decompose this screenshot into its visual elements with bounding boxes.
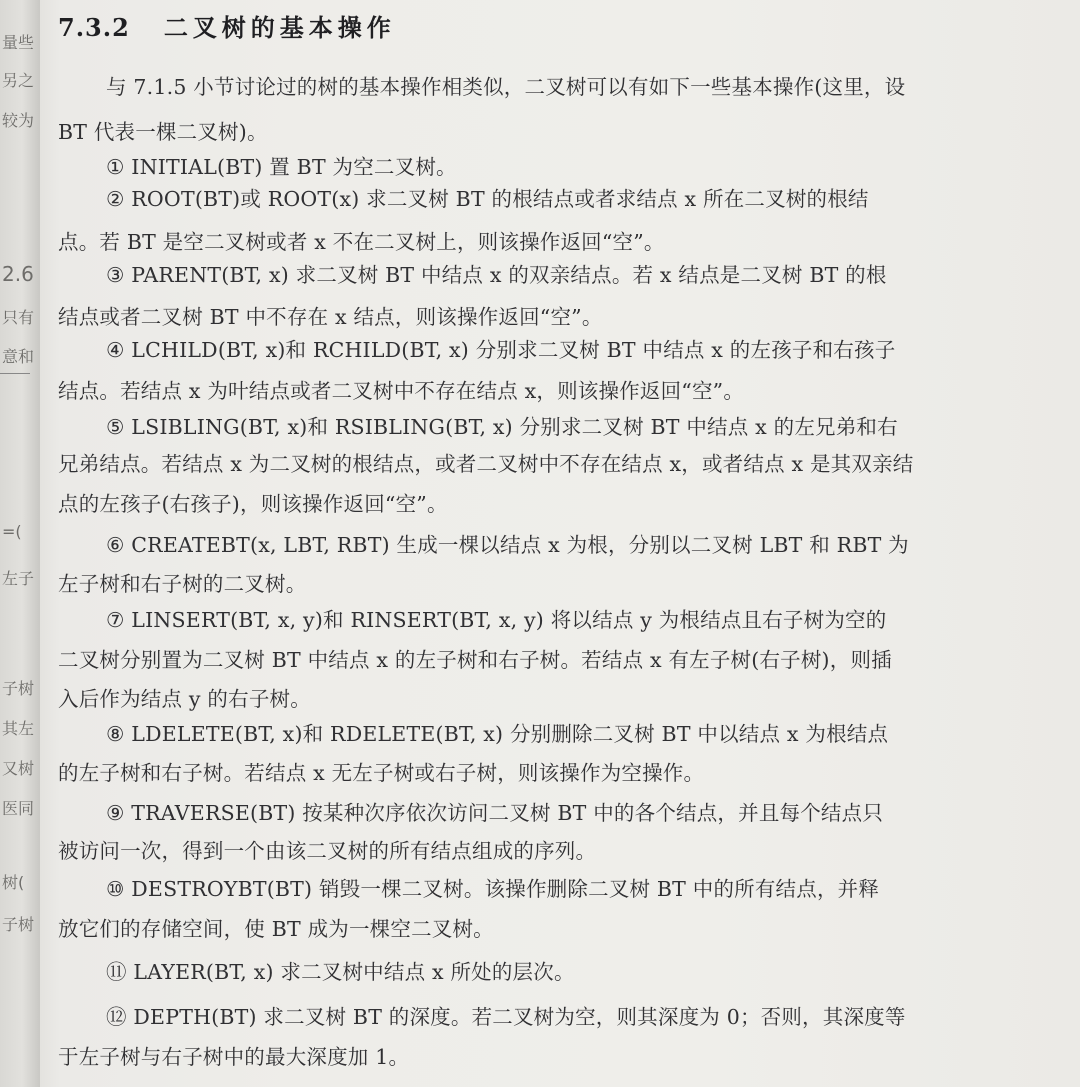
operation-root: ② ROOT(BT)或 ROOT(x) 求二叉树 BT 的根结点或者求结点 x 所在二叉树的根结: [106, 187, 869, 211]
operation-parent-continued: 结点或者二叉树 BT 中不存在 x 结点，则该操作返回“空”。: [58, 305, 603, 329]
operation-lchild-rchild: ④ LCHILD(BT, x)和 RCHILD(BT, x) 分别求二叉树 BT 中结点 x 的左孩子和右孩子: [106, 338, 896, 362]
operation-linsert-rinsert-continued: 二叉树分别置为二叉树 BT 中结点 x 的左子树和右子树。若结点 x 有左子树(右子树)，则插: [58, 648, 892, 672]
operation-initial: ① INITIAL(BT) 置 BT 为空二叉树。: [106, 155, 457, 179]
operation-lsibling-rsibling: ⑤ LSIBLING(BT, x)和 RSIBLING(BT, x) 分别求二叉树 BT 中结点 x 的左兄弟和右: [106, 415, 898, 439]
operation-destroybt-continued: 放它们的存储空间，使 BT 成为一棵空二叉树。: [58, 917, 494, 941]
gutter-fragment: 意和: [2, 347, 35, 366]
gutter-fragment: 树(: [2, 873, 25, 892]
operation-depth: ⑫ DEPTH(BT) 求二叉树 BT 的深度。若二叉树为空，则其深度为 0；否则，其深度等: [106, 1005, 906, 1029]
gutter-fragment: 只有: [2, 308, 35, 327]
gutter-fragment: 子树: [2, 915, 35, 934]
operation-linsert-rinsert: ⑦ LINSERT(BT, x, y)和 RINSERT(BT, x, y) 将以结点 y 为根结点且右子树为空的: [106, 608, 887, 632]
operation-ldelete-rdelete: ⑧ LDELETE(BT, x)和 RDELETE(BT, x) 分别删除二叉树 BT 中以结点 x 为根结点: [106, 722, 889, 746]
gutter-fragment: 量些: [2, 33, 35, 52]
operation-lsibling-rsibling-continued: 点的左孩子(右孩子)，则该操作返回“空”。: [58, 492, 448, 516]
section-number: 7.3.2: [58, 13, 130, 42]
operation-destroybt: ⑩ DESTROYBT(BT) 销毁一棵二叉树。该操作删除二叉树 BT 中的所有结点，并释: [106, 877, 880, 901]
intro-line: BT 代表一棵二叉树)。: [58, 120, 268, 144]
operation-lsibling-rsibling-continued: 兄弟结点。若结点 x 为二叉树的根结点，或者二叉树中不存在结点 x，或者结点 x 是其双亲结: [58, 452, 914, 476]
gutter-rule: [0, 373, 30, 374]
operation-ldelete-rdelete-continued: 的左子树和右子树。若结点 x 无左子树或右子树，则该操作为空操作。: [58, 761, 705, 785]
operation-parent: ③ PARENT(BT, x) 求二叉树 BT 中结点 x 的双亲结点。若 x 结点是二叉树 BT 的根: [106, 263, 887, 287]
operation-createbt-continued: 左子树和右子树的二叉树。: [58, 572, 307, 596]
gutter-fragment: 又树: [2, 759, 35, 778]
section-heading: [58, 8, 396, 43]
gutter-fragment: 子树: [2, 679, 35, 698]
gutter-fragment: 另之: [2, 71, 35, 90]
operation-traverse-continued: 被访问一次，得到一个由该二叉树的所有结点组成的序列。: [58, 839, 597, 863]
operation-depth-continued: 于左子树与右子树中的最大深度加 1。: [58, 1045, 410, 1069]
intro-line: 与 7.1.5 小节讨论过的树的基本操作相类似，二叉树可以有如下一些基本操作(这里，设: [106, 75, 906, 99]
gutter-fragment: 较为: [2, 111, 35, 130]
operation-lchild-rchild-continued: 结点。若结点 x 为叶结点或者二叉树中不存在结点 x，则该操作返回“空”。: [58, 379, 745, 403]
gutter-fragment: 其左: [2, 719, 35, 738]
gutter-fragment: 左子: [2, 569, 35, 588]
operation-linsert-rinsert-continued: 入后作为结点 y 的右子树。: [58, 687, 311, 711]
operation-root-continued: 点。若 BT 是空二叉树或者 x 不在二叉树上，则该操作返回“空”。: [58, 230, 665, 254]
operation-traverse: ⑨ TRAVERSE(BT) 按某种次序依次访问二叉树 BT 中的各个结点，并且每个结点只: [106, 801, 884, 825]
gutter-fragment: =(: [2, 522, 22, 541]
operation-createbt: ⑥ CREATEBT(x, LBT, RBT) 生成一棵以结点 x 为根，分别以二叉树 LBT 和 RBT 为: [106, 533, 909, 557]
section-title: 二叉树的基本操作: [163, 13, 396, 42]
gutter-fragment: 2.6: [2, 262, 34, 286]
left-page-gutter: [0, 0, 40, 1087]
operation-layer: ⑪ LAYER(BT, x) 求二叉树中结点 x 所处的层次。: [106, 960, 575, 984]
gutter-fragment: 医同: [2, 799, 35, 818]
